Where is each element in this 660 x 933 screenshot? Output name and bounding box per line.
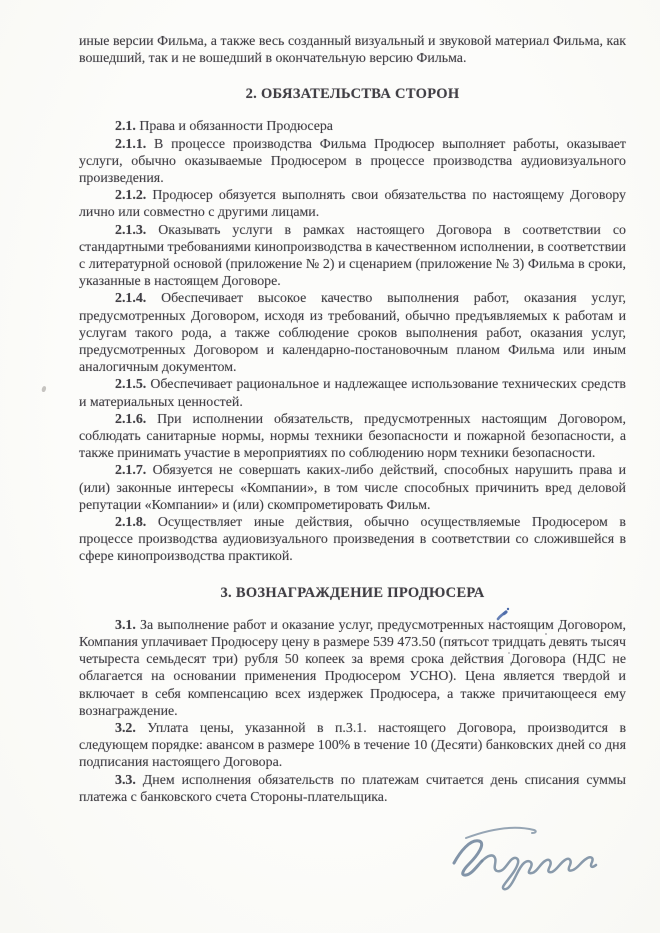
clause-2-1-7: 2.1.7. Обязуется не совершать каких-либо действий, способных нарушить права и (или) законные интересы «Компании», в том числе способных причинить вред деловой репутации «Компании» и (или) скомпрометировать Фильм. [79,463,626,513]
signature-scrawl [482,855,596,889]
ink-tick-mark [494,605,512,623]
clause-3-1: 3.1. За выполнение работ и оказание услуг, предусмотренных настоящим Договором, Компания уплачивает Продюсеру цену в размере 539 473.50 (пятьсот тридцать девять тысяч четыреста семьдесят три) рубля 50 копеек за время срока действия Договора (НДС не облагается на основании применения Продюсером УСНО). Цена является твердой и включает в себя компенсацию всех издержек Продюсера, а также причитающееся ему вознаграждение. [79,617,626,719]
clause-2-1-5: 2.1.5. Обеспечивает рациональное и надлежащее использование технических средств и материальных ценностей. [79,377,626,410]
clause-number: 2.1.1. [115,136,147,152]
section-heading: 3. ВОЗНАГРАЖДЕНИЕ ПРОДЮСЕРА [220,584,485,601]
scan-speck [41,386,46,392]
ink-dot [507,608,509,610]
clause-2-1: 2.1. Права и обязанности Продюсера [115,119,333,135]
clause-number: 3.3. [115,772,136,788]
contract-body [79,33,626,806]
scan-speck [508,652,510,654]
signature-flourish [466,828,536,838]
clause-number: 2.1.3. [115,222,147,238]
scan-speck [545,633,547,635]
clause-2-1-8: 2.1.8. Осуществляет иные действия, обычно осуществляемые Продюсером в процессе производства аудиовизуального произведения в соответствии со сложившейся в сфере кинопроизводства практикой. [79,515,626,565]
clause-3-2: 3.2. Уплата цены, указанной в п.3.1. настоящего Договора, производится в следующем порядке: авансом в размере 100% в течение 10 (Десяти) банковских дней со дня подписания настоящего Договора. [79,720,626,771]
signature-strokes [454,828,596,889]
clause-number: 3.2. [115,720,136,736]
clause-number: 2.1.5. [115,377,147,393]
clause-2-1-2: 2.1.2. Продюсер обязуется выполнять свои обязательства по настоящему Договору лично или совместно с другими лицами. [79,188,626,221]
intro-paragraph: иные версии Фильма, а также весь созданный визуальный и звуковой материал Фильма, как вошедший, так и не вошедший в окончательную версию Фильма. [79,34,626,67]
clause-2-1-4: 2.1.4. Обеспечивает высокое качество выполнения работ, оказания услуг, предусмотренных Договором, исходя из требований, обычно предъявляемых к работам и услугам такого рода, а также соблюдение сроков выполнения работ, оказания услуг, предусмотренных Договором и календарно-постановочным планом Фильма или иным аналогичным документом. [79,291,626,376]
clause-number: 3.1. [115,617,136,633]
clause-2-1-6: 2.1.6. При исполнении обязательств, предусмотренных настоящим Договором, соблюдать санитарные нормы, нормы техники безопасности и пожарной безопасности, а также принимать участие в мероприятиях по соблюдению норм техники безопасности. [79,411,626,462]
clause-2-1-3: 2.1.3. Оказывать услуги в рамках настоящего Договора в соответствии со стандартными требованиями кинопроизводства в качественном исполнении, в соответствии с литературной основой (приложение № 2) и сценарием (приложение № 3) Фильма в сроки, указанные в настоящем Договоре. [79,222,626,290]
clause-number: 2.1. [115,119,136,135]
signature-initial [454,841,482,875]
clause-number: 2.1.6. [115,411,147,427]
ink-tick-head [504,612,506,614]
signature [444,824,604,900]
section-heading: 2. ОБЯЗАТЕЛЬСТВА СТОРОН [245,86,460,103]
clause-3-3: 3.3. Днем исполнения обязательств по платежам считается день списания суммы платежа с банковского счета Стороны-плательщика. [79,772,626,805]
clause-number: 2.1.8. [115,515,147,531]
clause-number: 2.1.7. [115,463,147,479]
clause-number: 2.1.2. [115,188,147,204]
clause-number: 2.1.4. [115,291,147,307]
clause-2-1-1: 2.1.1. В процессе производства Фильма Продюсер выполняет работы, оказывает услуги, обычно оказываемые Продюсером в процессе производства аудиовизуального произведения. [79,136,626,187]
contract-sections [79,84,626,806]
